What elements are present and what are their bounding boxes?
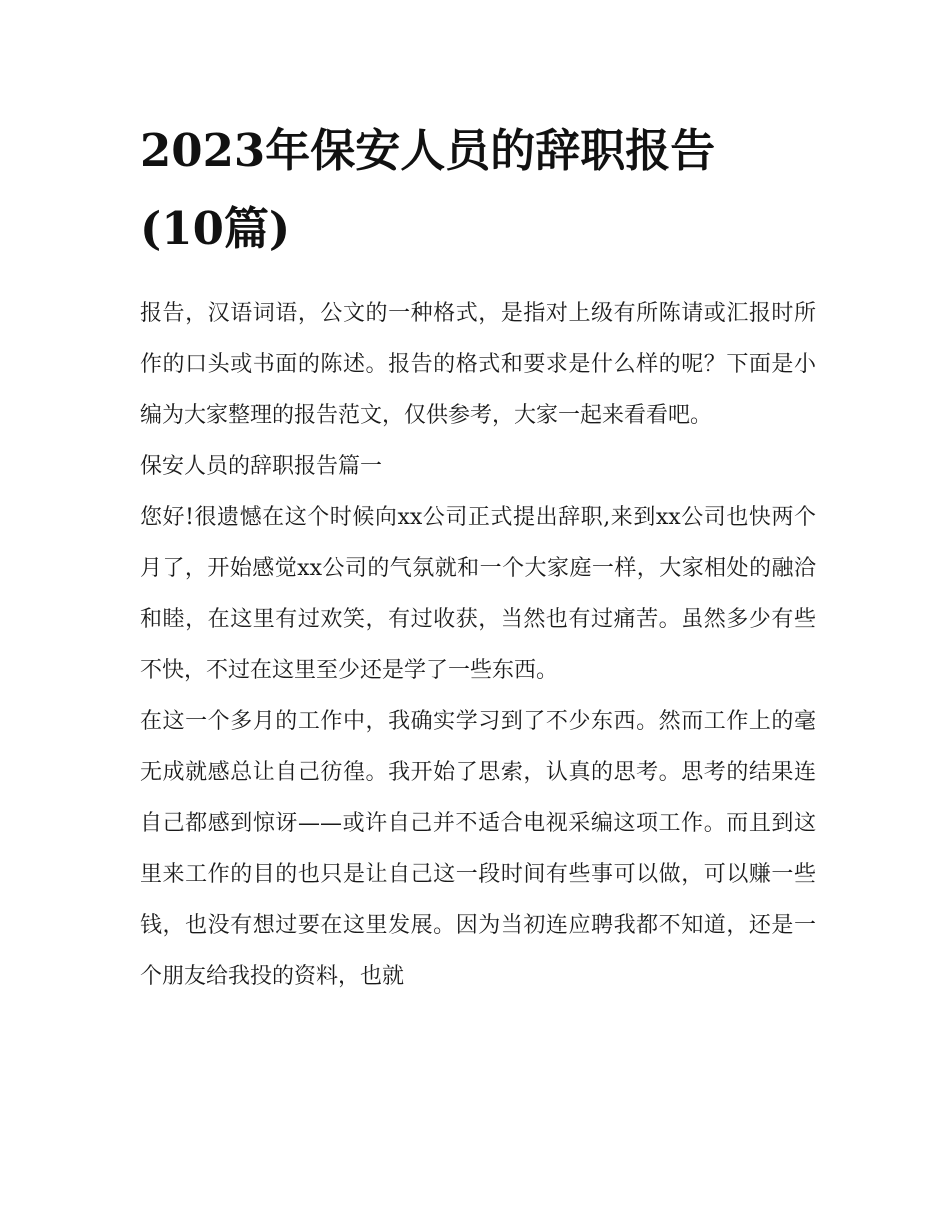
title-line-2: (10篇) bbox=[140, 202, 291, 255]
body-paragraph-2: 在这一个多月的工作中，我确实学习到了不少东西。然而工作上的毫无成就感总让自己彷徨。我开始了思索，认真的思考。思考的结果连自己都感到惊讶——或许自己并不适合电视采编这项工作。而且到这里来工作的目的也只是让自己这一段时间有些事可以做，可以赚一些钱，也没有想过要在这里发展。因为当初连应聘我都不知道，还是一个朋友给我投的资料，也就 bbox=[140, 709, 816, 989]
body-paragraph-1: 您好!很遗憾在这个时候向xx公司正式提出辞职,来到xx公司也快两个月了，开始感觉xx公司的气氛就和一个大家庭一样，大家相处的融洽和睦，在这里有过欢笑，有过收获，当然也有过痛苦。虽然多少有些不快，不过在这里至少还是学了一些东西。 bbox=[140, 505, 816, 683]
section-heading: 保安人员的辞职报告篇一 bbox=[140, 454, 383, 479]
intro-paragraph: 报告，汉语词语，公文的一种格式，是指对上级有所陈请或汇报时所作的口头或书面的陈述。报告的格式和要求是什么样的呢？下面是小编为大家整理的报告范文，仅供参考，大家一起来看看吧。 bbox=[140, 301, 816, 428]
title-line-1: 2023年保安人员的辞职报告 bbox=[140, 124, 716, 177]
document-page bbox=[140, 112, 816, 1002]
document-title bbox=[140, 112, 816, 268]
